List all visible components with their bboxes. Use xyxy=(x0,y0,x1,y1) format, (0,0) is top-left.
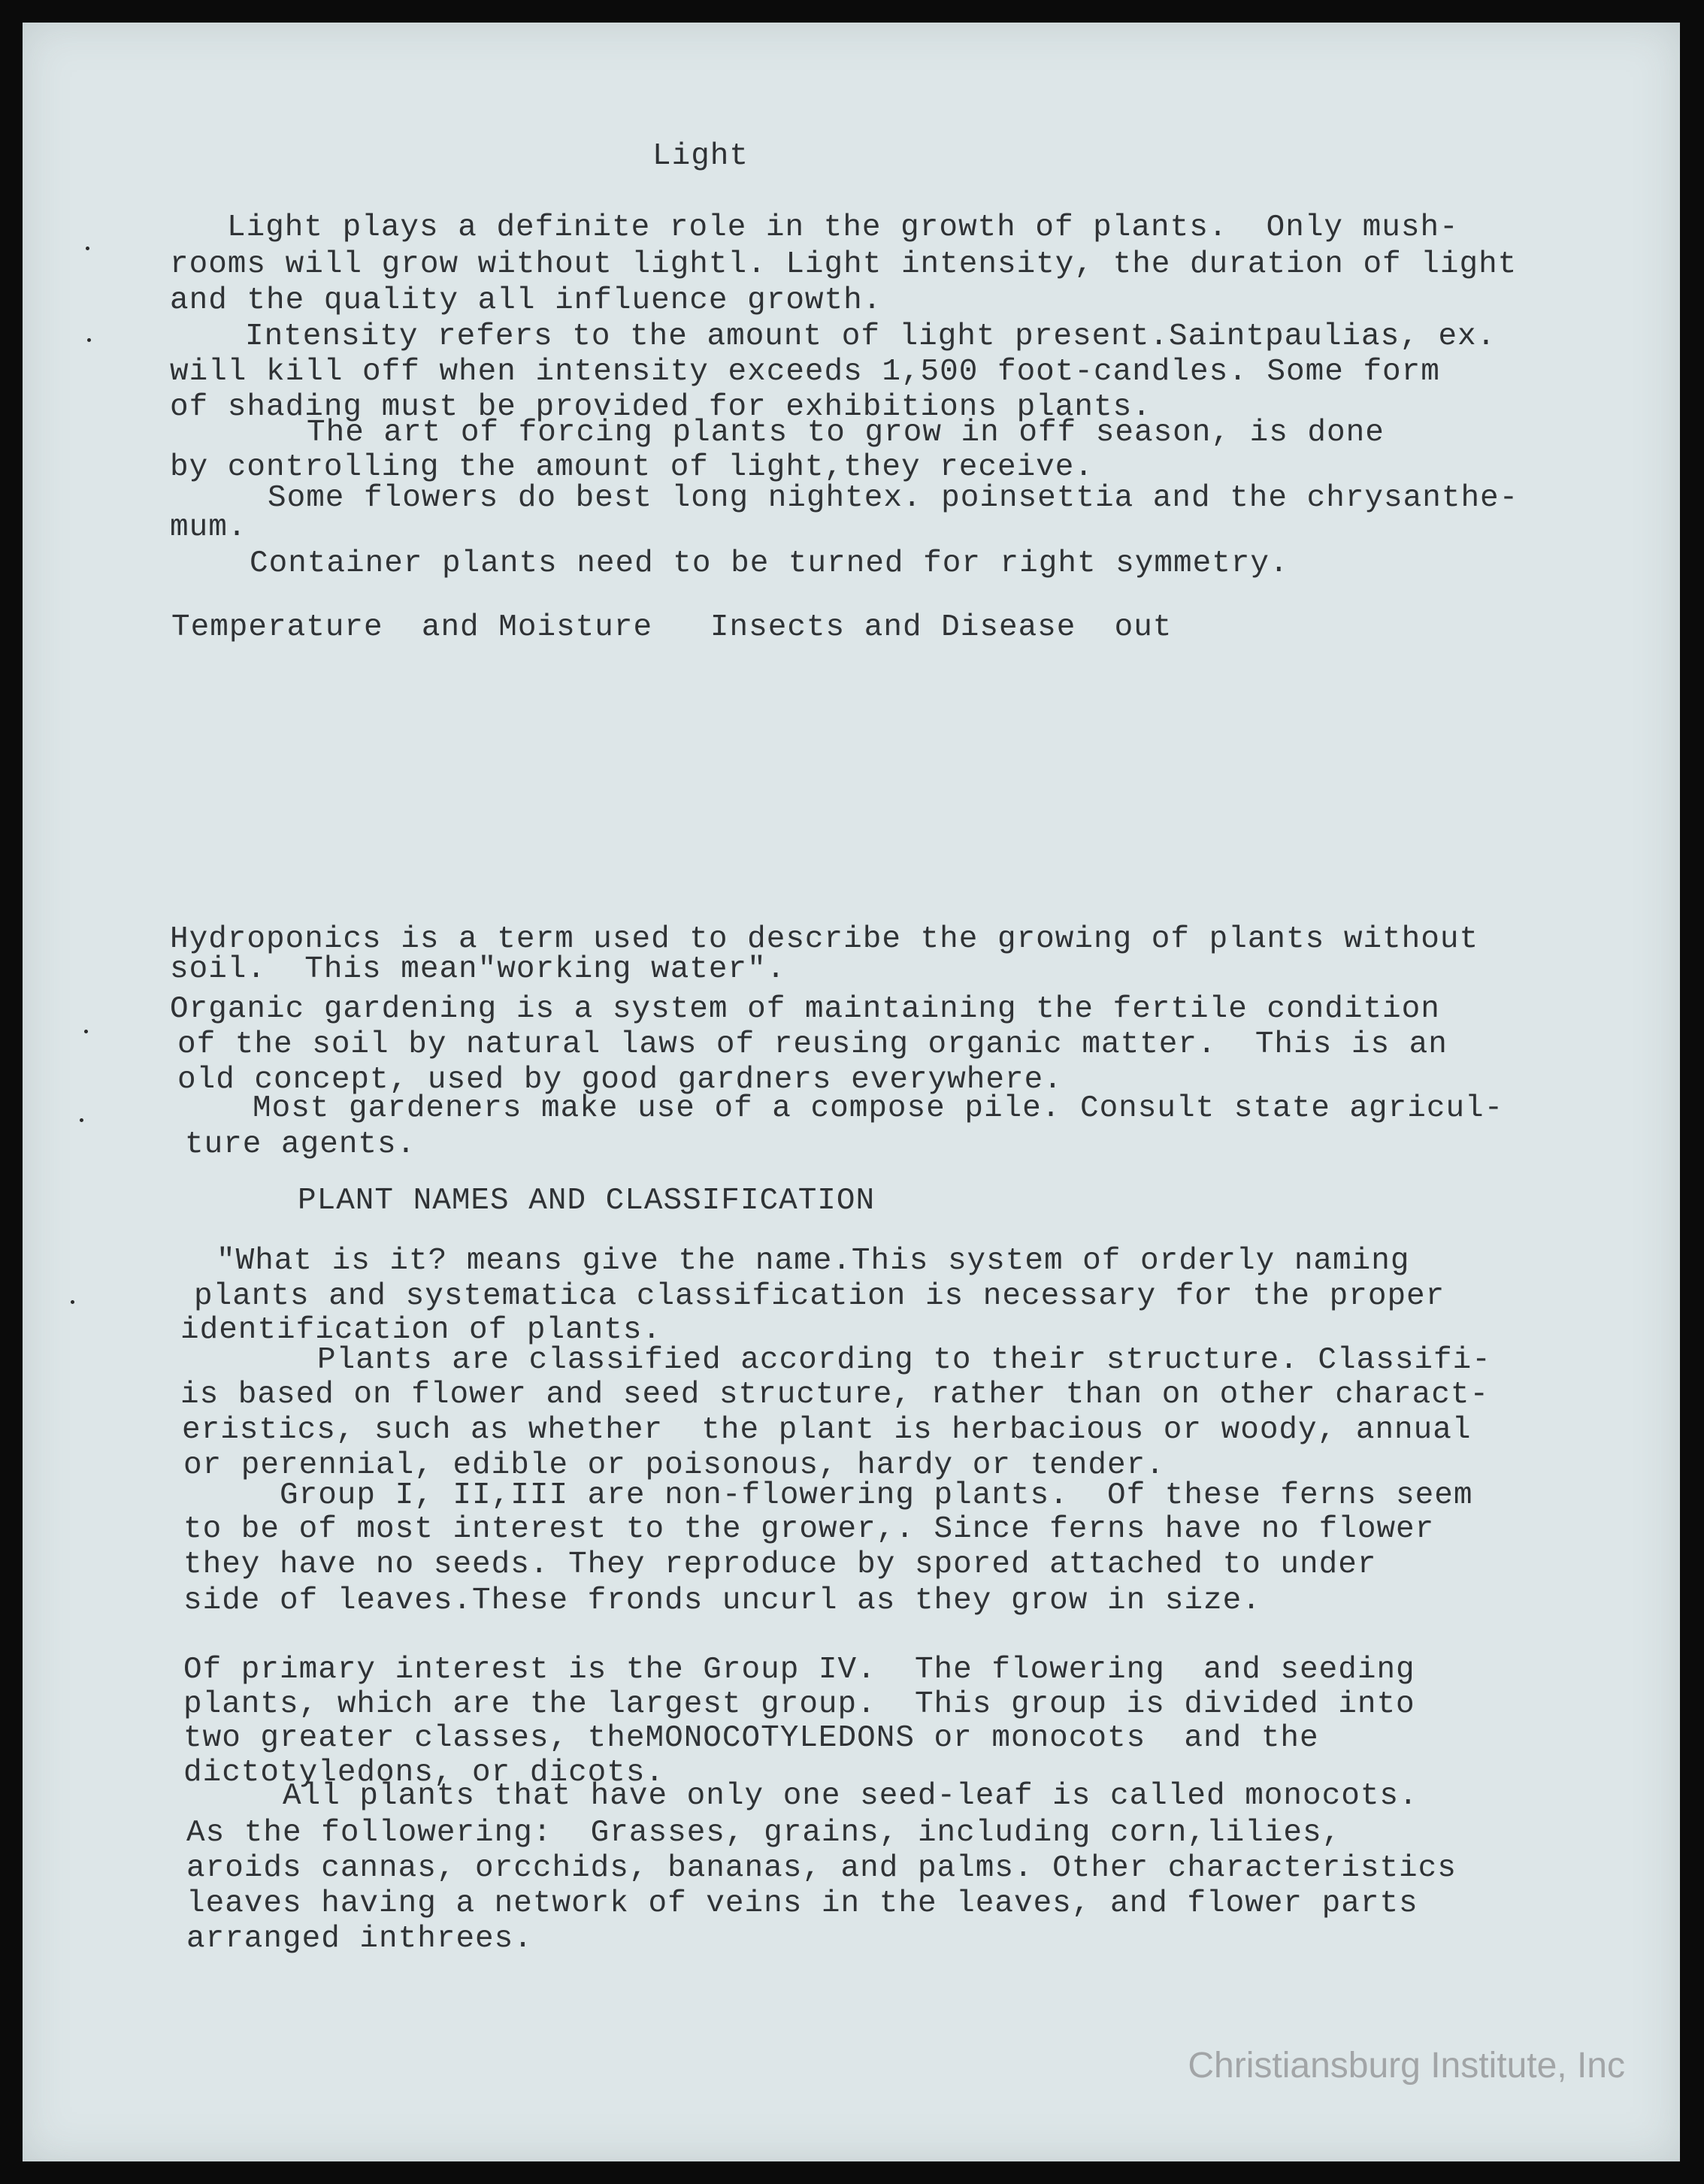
text-line: plants, which are the largest group. This group is divided into xyxy=(183,1687,1415,1722)
typed-page xyxy=(23,23,1680,2161)
topics-line: Temperature and Moisture Insects and Disease out xyxy=(171,610,1173,645)
text-line: Group I, II,III are non-flowering plants. Of these ferns seem xyxy=(280,1478,1473,1513)
text-line: to be of most interest to the grower,. Since ferns have no flower xyxy=(183,1512,1435,1547)
text-line: aroids cannas, orcchids, bananas, and palms. Other characteristics xyxy=(186,1851,1457,1886)
text-line: Light plays a definite role in the growth of plants. Only mush- xyxy=(227,210,1459,245)
text-line: and the quality all influence growth. xyxy=(170,283,882,318)
text-line: mum. xyxy=(170,510,247,545)
text-line: soil. This mean"working water". xyxy=(170,952,786,987)
text-line: of the soil by natural laws of reusing organic matter. This is an xyxy=(177,1027,1448,1062)
text-line: is based on flower and seed structure, rather than on other charact- xyxy=(180,1378,1490,1412)
margin-dot xyxy=(71,1300,74,1304)
text-line: dictotyledons, or dicots. xyxy=(183,1756,665,1790)
text-line: eristics, such as whether the plant is herbacious or woody, annual xyxy=(182,1413,1472,1447)
text-line: by controlling the amount of light,they receive. xyxy=(170,450,1094,485)
text-line: "What is it? means give the name.This system of orderly naming xyxy=(216,1244,1410,1278)
text-line: Hydroponics is a term used to describe the growing of plants without xyxy=(170,922,1479,957)
text-line: Some flowers do best long nightex. poinsettia and the chrysanthe- xyxy=(268,481,1519,516)
text-line: leaves having a network of veins in the leaves, and flower parts xyxy=(186,1886,1418,1921)
text-line: plants and systematica classification is necessary for the proper xyxy=(194,1279,1445,1314)
text-line: two greater classes, theMONOCOTYLEDONS or monocots and the xyxy=(183,1721,1319,1756)
text-line: old concept, used by good gardners everywhere. xyxy=(177,1063,1063,1097)
text-line: will kill off when intensity exceeds 1,500 foot-candles. Some form xyxy=(170,355,1440,389)
margin-dot xyxy=(84,1030,88,1033)
text-line: side of leaves.These fronds uncurl as they grow in size. xyxy=(183,1584,1261,1618)
text-line: of shading must be provided for exhibitions plants. xyxy=(170,390,1152,425)
text-line: Plants are classified according to their structure. Classifi- xyxy=(317,1343,1491,1378)
text-line: Of primary interest is the Group IV. The flowering and seeding xyxy=(183,1653,1415,1687)
text-line: Intensity refers to the amount of light present.Saintpaulias, ex. xyxy=(245,319,1497,354)
text-line: they have no seeds. They reproduce by spored attached to under xyxy=(183,1547,1377,1582)
margin-dot xyxy=(80,1118,83,1122)
watermark: Christiansburg Institute, Inc xyxy=(1188,2046,1625,2086)
text-line: or perennial, edible or poisonous, hardy or tender. xyxy=(183,1448,1165,1483)
text-line: ture agents. xyxy=(185,1127,416,1162)
page-title: Light xyxy=(652,139,749,174)
text-line: rooms will grow without lightl. Light intensity, the duration of light xyxy=(170,247,1518,282)
text-line: Most gardeners make use of a compose pile. Consult state agricul- xyxy=(253,1091,1504,1126)
text-line: identification of plants. xyxy=(180,1313,662,1348)
margin-dot xyxy=(86,247,89,250)
margin-dot xyxy=(87,338,91,342)
text-line: As the followering: Grasses, grains, including corn,lilies, xyxy=(186,1816,1342,1850)
section-heading: PLANT NAMES AND CLASSIFICATION xyxy=(298,1184,876,1218)
text-line: Container plants need to be turned for right symmetry. xyxy=(250,546,1289,581)
text-line: Organic gardening is a system of maintaining the fertile condition xyxy=(170,992,1440,1027)
text-line: arranged inthrees. xyxy=(186,1922,533,1956)
text-line: The art of forcing plants to grow in off season, is done xyxy=(307,416,1385,450)
text-line: All plants that have only one seed-leaf is called monocots. xyxy=(283,1779,1418,1813)
